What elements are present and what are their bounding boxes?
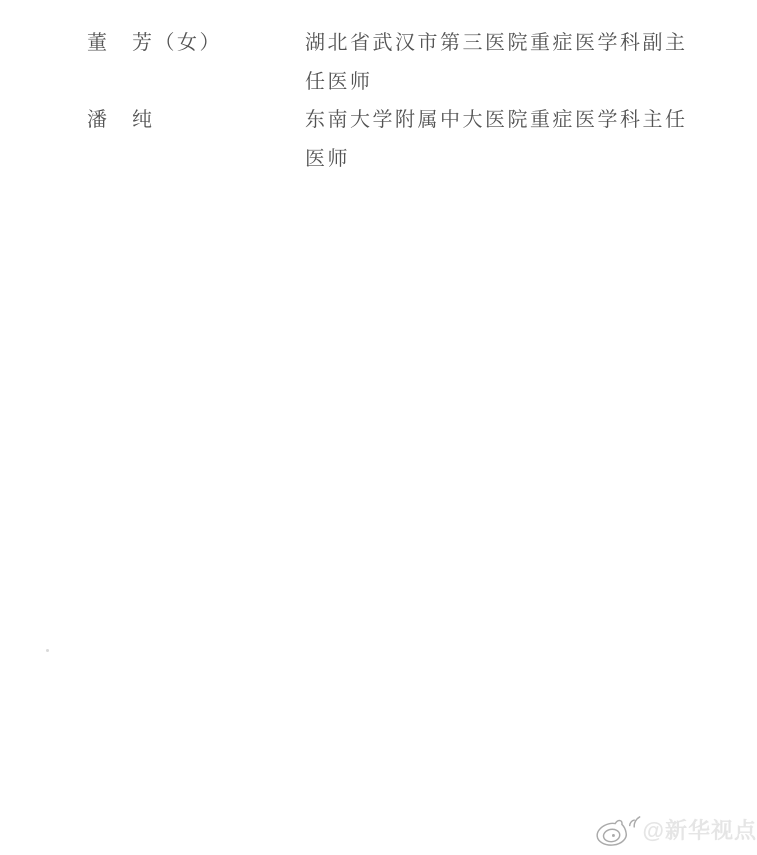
watermark-handle: @新华视点 <box>642 818 757 843</box>
roster-entry <box>0 24 757 101</box>
scan-artifact-dot <box>46 649 49 652</box>
person-name: 潘 纯 <box>87 109 155 131</box>
person-title: 湖北省武汉市第三医院重症医学科副主任医师 <box>305 32 688 93</box>
watermark <box>594 812 757 849</box>
person-title: 东南大学附属中大医院重症医学科主任医师 <box>305 109 688 170</box>
roster-entry <box>0 101 757 178</box>
weibo-icon <box>594 812 641 849</box>
person-name: 董 芳（女） <box>87 32 222 54</box>
doctor-roster <box>0 24 757 178</box>
